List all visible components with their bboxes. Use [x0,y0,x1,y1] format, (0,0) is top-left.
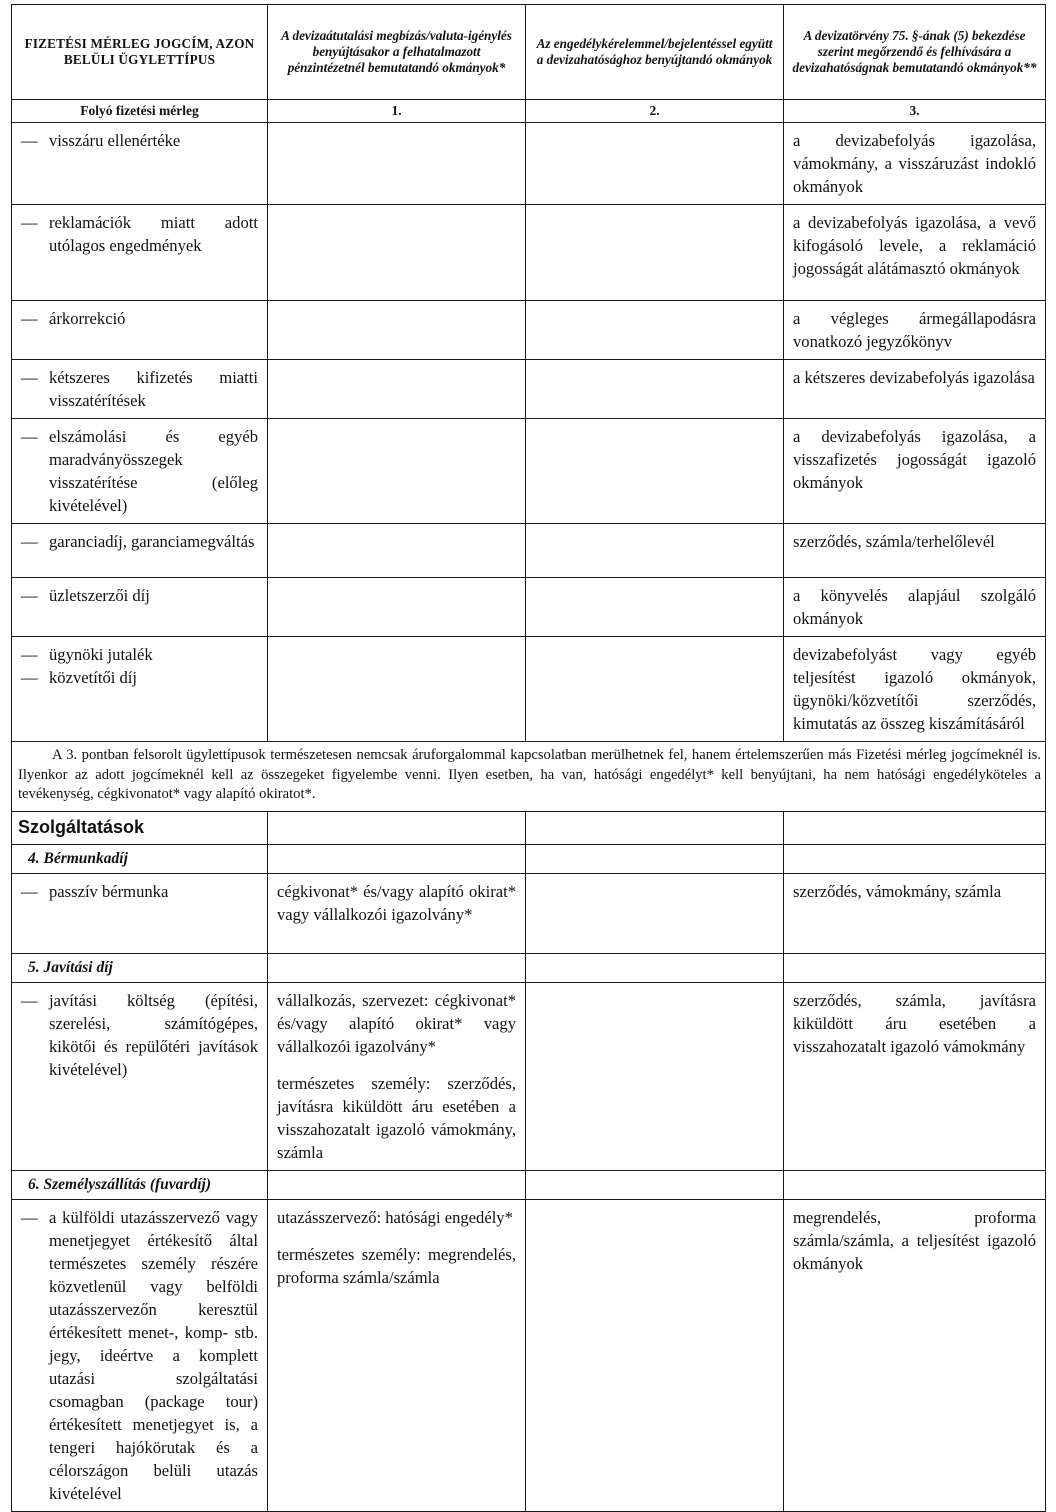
item-text: kétszeres kifizetés miatti visszatérítések [49,368,258,410]
documents-cell: a könyvelés alapjául szolgáló okmányok [784,578,1046,637]
note-text: A 3. pontban felsorolt ügylettípusok természetesen nemcsak áruforgalommal kapcsolatban merülhetnek fel, hanem értelemszerűen más Fizetési mérleg jogcímeknél is. Ilyenkor az adott jogcímeknél kell az összegeket figyelembe venni. Ilyen esetben, ha van, hatósági engedélyt* kell benyújtani, ha nem hatósági engedélyköteles a tevékenység, cégkivonatot* vagy alapító okiratot*. [18,747,1041,802]
table-row [12,360,1046,419]
document-table [11,4,1046,1512]
item-text: javítási költség (építési, szerelési, számítógépes, kikötői és repülőtéri javítások kivételével) [49,990,258,1079]
item-text: a külföldi utazásszervező vagy menetjegyet értékesítő által természetes személy részére közvetlenül vagy belföldi utazásszervezőn keresztül értékesített menet-, komp- stb. jegy, ideértve a komplett utazási szolgáltatási csomagban (package tour) értékesített menetjegyet is, a tengeri hajókörutak és a célországon belüli utazás kivételével [49,1207,258,1503]
documents-cell: utazásszervező: hatósági engedély* természetes személy: megrendelés, proforma számla/számla [268,1199,526,1511]
section-row [12,811,1046,844]
column-number-1: 1. [268,100,526,123]
table-row [12,578,1046,637]
list-item: — garanciadíj, garanciamegváltás [21,530,258,553]
table-row [12,301,1046,360]
list-item: — ügynöki jutalék [21,643,258,666]
note-row [12,742,1046,812]
list-item: — kétszeres kifizetés miatti visszatérítések [21,368,258,410]
documents-cell: a kétszeres devizabefolyás igazolása [784,360,1046,419]
item-text: passzív bérmunka [49,881,169,901]
item-text: közvetítői díj [49,668,138,687]
subsection-row [12,1170,1046,1199]
header-col-3: A devizatörvény 75. §-ának (5) bekezdése szerint megőrzendő és felhívására a devizahatóságnak bemutatandó okmányok** [784,5,1046,100]
list-item: — a külföldi utazásszervező vagy menetjegyet értékesítő által természetes személy részére közvetlenül vagy belföldi utazásszervezőn keresztül értékesített menet-, komp- stb. jegy, ideértve a komplett utazási szolgáltatási csomagban (package tour) értékesített menetjegyet is, a tengeri hajókörutak és a célországon belüli utazás kivételével [21,1207,258,1503]
list-item: — közvetítői díj [21,666,258,689]
subsection-row [12,953,1046,982]
subheader-label: Folyó fizetési mérleg [12,100,268,123]
documents-cell: szerződés, számla/terhelőlevél [784,524,1046,578]
documents-cell: a végleges ármegállapodásra vonatkozó jegyzőkönyv [784,301,1046,360]
documents-cell: szerződés, számla, javításra kiküldött áru esetében a visszahozatalt igazoló vámokmány [784,982,1046,1170]
table-row [12,524,1046,578]
item-text: ügynöki jutalék [49,645,153,664]
column-number-2: 2. [526,100,784,123]
table-row [12,123,1046,205]
table-row [12,1199,1046,1511]
documents-cell: cégkivonat* és/vagy alapító okirat* vagy vállalkozói igazolvány* [268,873,526,953]
column-number-row [12,100,1046,123]
documents-cell: vállalkozás, szervezet: cégkivonat* és/vagy alapító okirat* vagy vállalkozói igazolvány* természetes személy: szerződés, javításra kiküldött áru esetében a visszahozatalt igazoló vámokmány, számla [268,982,526,1170]
list-item: — elszámolási és egyéb maradványösszegek visszatérítése (előleg kivételével) [21,427,258,515]
item-text: reklamációk miatt adott utólagos engedmények [49,213,258,255]
table-row [12,873,1046,953]
header-col-1: A devizaátutalási megbízás/valuta-igénylés benyújtásakor a felhatalmazott pénzintézetnél bemutatandó okmányok* [268,5,526,100]
documents-cell: a devizabefolyás igazolása, a vevő kifogásoló levele, a reklamáció jogosságát alátámasztó okmányok [784,205,1046,301]
documents-cell: szerződés, vámokmány, számla [784,873,1046,953]
item-text: visszáru ellenértéke [49,131,181,150]
documents-cell: a devizabefolyás igazolása, vámokmány, a visszáruzást indokló okmányok [784,123,1046,205]
header-row [12,5,1046,100]
section-title: Szolgáltatások [12,811,268,844]
subsection-title: 4. Bérmunkadíj [12,844,268,873]
list-item: — üzletszerzői díj [21,584,258,607]
table-row [12,637,1046,742]
subsection-row [12,844,1046,873]
item-text: árkorrekció [49,309,126,328]
header-col-2: Az engedélykérelemmel/bejelentéssel együtt a devizahatósághoz benyújtandó okmányok [526,5,784,100]
subsection-title: 5. Javítási díj [12,953,268,982]
column-number-3: 3. [784,100,1046,123]
item-text: üzletszerzői díj [49,586,150,605]
documents-cell: devizabefolyást vagy egyéb teljesítést igazoló okmányok, ügynöki/közvetítői szerződés, kimutatás az összeg kiszámításáról [784,637,1046,742]
list-item: — javítási költség (építési, szerelési, számítógépes, kikötői és repülőtéri javítások kivételével) [21,990,258,1079]
subsection-title: 6. Személyszállítás (fuvardíj) [12,1170,268,1199]
list-item: — reklamációk miatt adott utólagos engedmények [21,213,258,255]
list-item: — visszáru ellenértéke [21,129,258,152]
list-item: — passzív bérmunka [21,880,258,903]
table-row [12,982,1046,1170]
header-col-title: FIZETÉSI MÉRLEG JOGCÍM, AZON BELÜLI ÜGYLETTÍPUS [12,5,268,100]
list-item: — árkorrekció [21,307,258,330]
table-row [12,205,1046,301]
documents-cell: a devizabefolyás igazolása, a visszafizetés jogosságát igazoló okmányok [784,419,1046,524]
item-text: elszámolási és egyéb maradványösszegek visszatérítése (előleg kivételével) [49,427,258,515]
documents-cell: megrendelés, proforma számla/számla, a teljesítést igazoló okmányok [784,1199,1046,1511]
item-text: garanciadíj, garanciamegváltás [49,532,255,551]
table-row [12,419,1046,524]
